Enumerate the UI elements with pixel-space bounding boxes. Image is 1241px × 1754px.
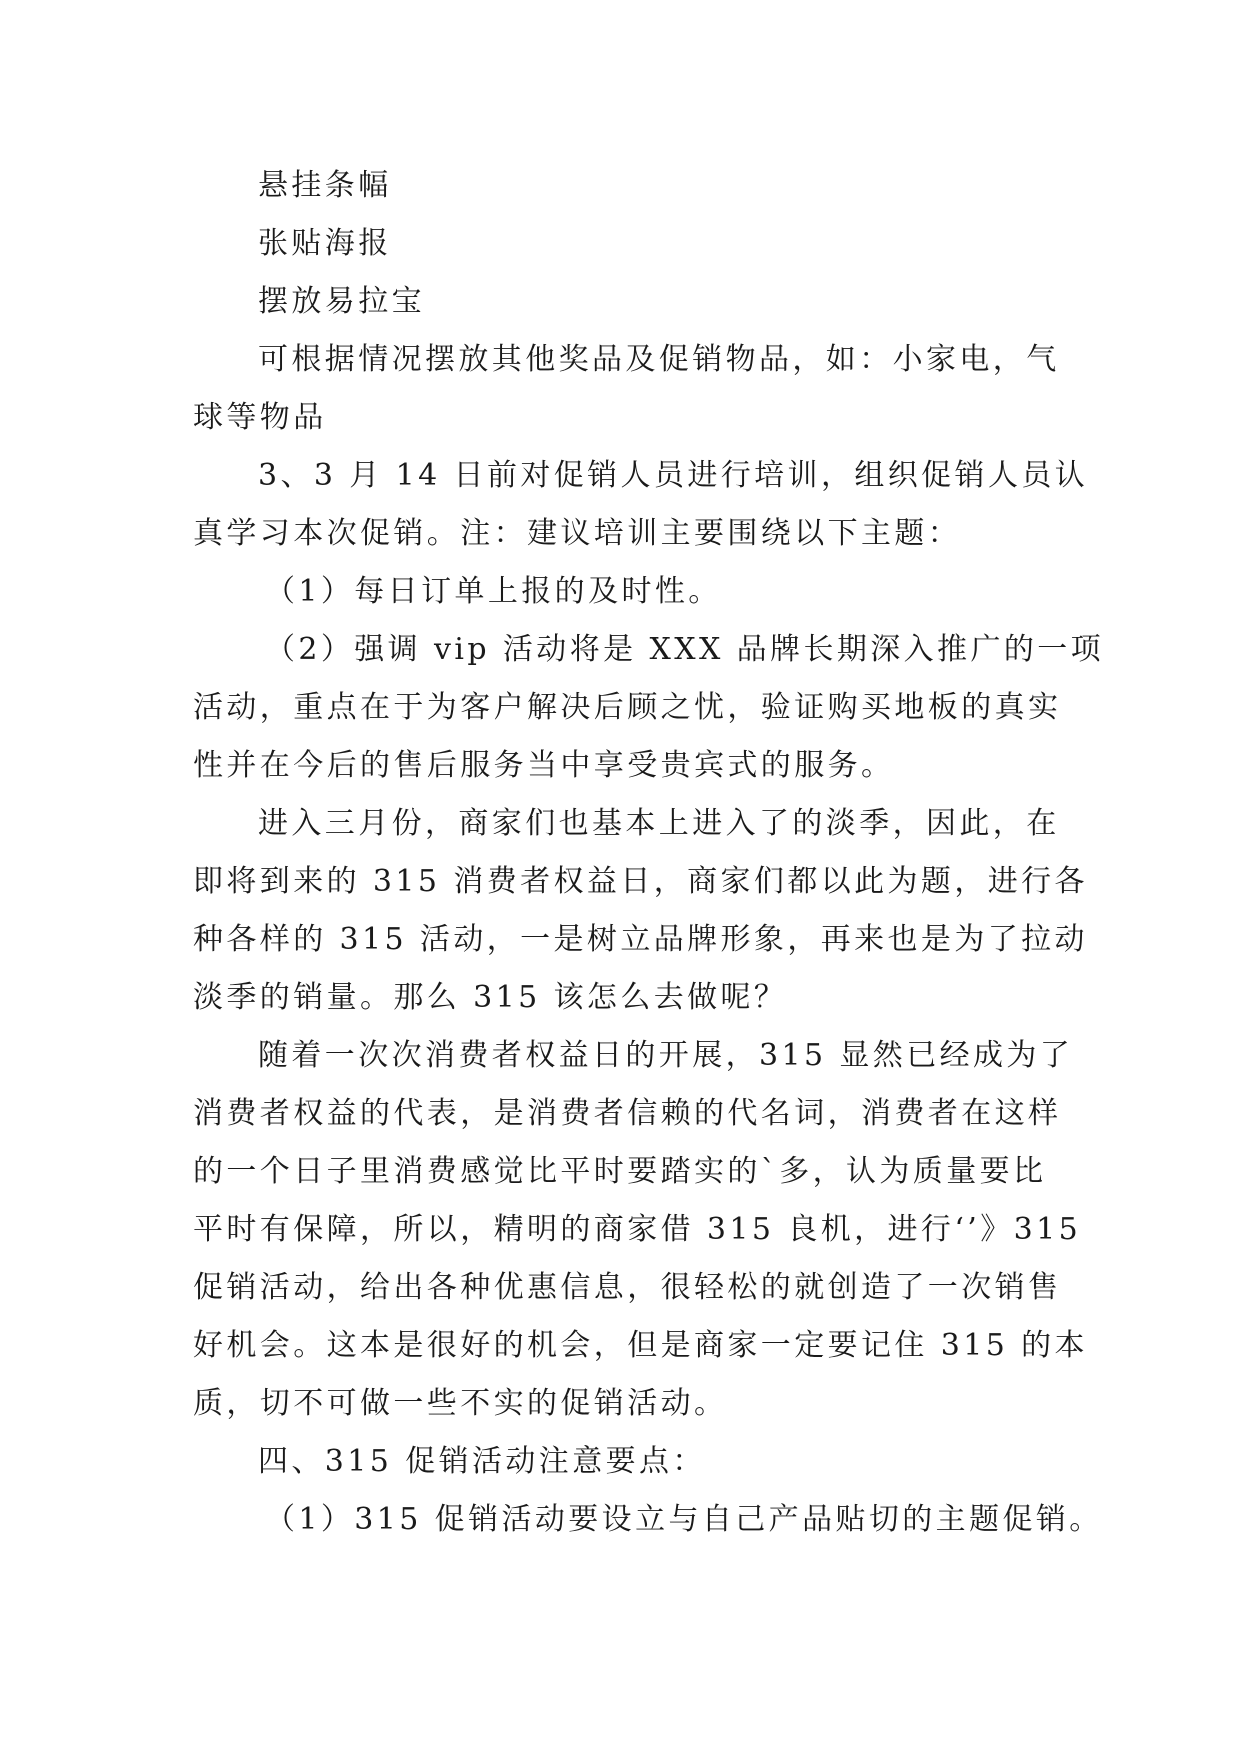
section-heading: 四、315 促销活动注意要点：	[258, 1444, 706, 1479]
paragraph-line: 3、3 月 14 日前对促销人员进行培训，组织促销人员认	[258, 458, 1089, 493]
paragraph-line: 质，切不可做一些不实的促销活动。	[193, 1386, 728, 1421]
list-item-numbered: （1）315 促销活动要设立与自己产品贴切的主题促销。	[265, 1502, 1103, 1537]
list-item-numbered: （2）强调 vip 活动将是 XXX 品牌长期深入推广的一项	[265, 632, 1105, 667]
list-item-post-poster: 张贴海报	[258, 226, 392, 261]
paragraph-line: 可根据情况摆放其他奖品及促销物品，如：小家电，气	[258, 342, 1060, 377]
paragraph-line: 即将到来的 315 消费者权益日，商家们都以此为题，进行各	[193, 864, 1088, 899]
paragraph-line: 种各样的 315 活动，一是树立品牌形象，再来也是为了拉动	[193, 922, 1088, 957]
paragraph-line: 真学习本次促销。注：建议培训主要围绕以下主题：	[193, 516, 962, 551]
list-item-numbered: （1）每日订单上报的及时性。	[265, 574, 722, 609]
paragraph-line: 消费者权益的代表，是消费者信赖的代名词，消费者在这样	[193, 1096, 1062, 1131]
paragraph-line: 好机会。这本是很好的机会，但是商家一定要记住 315 的本	[193, 1328, 1088, 1363]
paragraph-line: 球等物品	[193, 400, 327, 435]
paragraph-line: 促销活动，给出各种优惠信息，很轻松的就创造了一次销售	[193, 1270, 1062, 1305]
list-item-hang-banner: 悬挂条幅	[258, 168, 392, 203]
paragraph-line: 性并在今后的售后服务当中享受贵宾式的服务。	[193, 748, 895, 783]
paragraph-line: 的一个日子里消费感觉比平时要踏实的`多，认为质量要比	[193, 1154, 1047, 1189]
paragraph-line: 淡季的销量。那么 315 该怎么去做呢？	[193, 980, 788, 1015]
document-body	[193, 157, 1105, 1549]
paragraph-line: 进入三月份，商家们也基本上进入了的淡季，因此，在	[258, 806, 1060, 841]
paragraph-line: 活动，重点在于为客户解决后顾之忧，验证购买地板的真实	[193, 690, 1062, 725]
paragraph-line: 随着一次次消费者权益日的开展，315 显然已经成为了	[258, 1038, 1074, 1073]
list-item-roll-up-stand: 摆放易拉宝	[258, 284, 425, 319]
paragraph-line: 平时有保障，所以，精明的商家借 315 良机，进行‘’》315	[193, 1212, 1082, 1247]
